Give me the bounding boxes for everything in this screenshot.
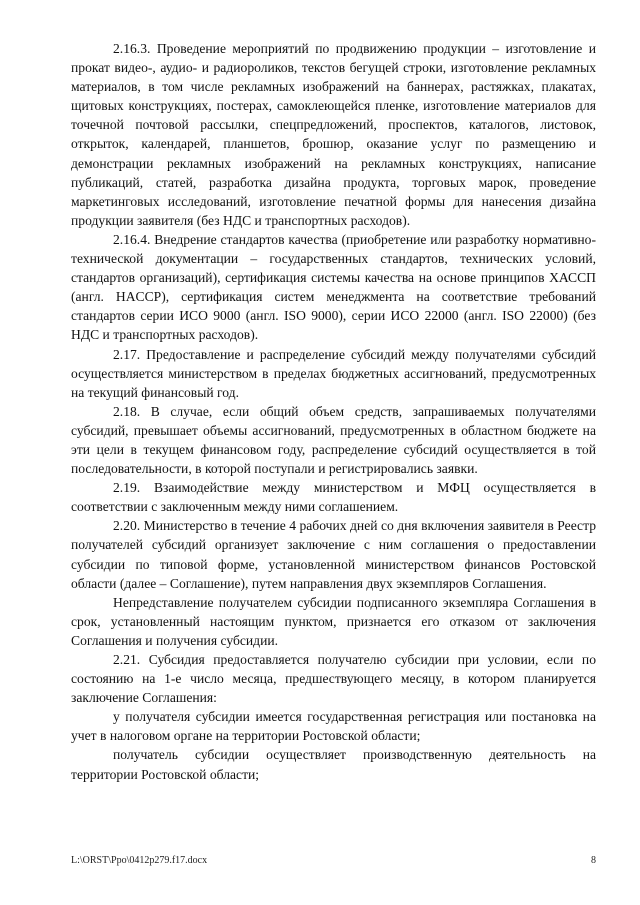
paragraph-2-16-3: 2.16.3. Проведение мероприятий по продвижению продукции – изготовление и прокат видео-, аудио- и радиороликов, текстов бегущей строки, изготовление рекламных материалов, в том числе рекламных изображений на баннерах, растяжках, плакатах, щитовых конструкциях, постерах, самоклеющейся пленке, изготовление материалов для точечной почтовой рассылки, спецпредложений, проспектов, каталогов, листовок, открыток, календарей, планшетов, брошюр, оказание услуг по размещению и демонстрации рекламных изображений на рекламных конструкциях, написание публикаций, статей, разработка дизайна продукта, торговых марок, проведение маркетинговых исследований, изготовление печатной формы для нанесения дизайна продукции заявителя (без НДС и транспортных расходов).: [71, 41, 596, 228]
paragraph-2-20: 2.20. Министерство в течение 4 рабочих дней со дня включения заявителя в Реестр получателей субсидий организует заключение с ним соглашения о предоставлении субсидии по типовой форме, установленной министерством финансов Ростовской области (далее – Соглашение), путем направления двух экземпляров Соглашения.: [71, 518, 596, 591]
paragraph-2-21: 2.21. Субсидия предоставляется получателю субсидии при условии, если по состоянию на 1-е число месяца, предшествующего месяцу, в котором планируется заключение Соглашения:: [71, 652, 596, 706]
footer-file-path: L:\ORST\Ppo\0412p279.f17.docx: [71, 855, 208, 866]
paragraph-2-18: 2.18. В случае, если общий объем средств, запрашиваемых получателями субсидий, превышает объемы ассигнований, предусмотренных в областном бюджете на эти цели в текущем финансовом году, распределение субсидий осуществляется в той последовательности, в которой поступали и регистрировались заявки.: [71, 403, 596, 477]
paragraph-2-16-4: 2.16.4. Внедрение стандартов качества (приобретение или разработку нормативно-технической документации – государственных стандартов, технических условий, стандартов организаций), сертификация системы качества на основе принципов ХАССП (англ. HACCP), сертификация систем менеджмента на соответствие требований стандартов серии ИСО 9000 (англ. ISO 9000), серии ИСО 22000 (англ. ISO 22000) (без НДС и транспортных расходов).: [71, 231, 596, 343]
paragraph-2-21-condition-activity: получатель субсидии осуществляет производственную деятельность на территории Ростовской области;: [71, 747, 596, 782]
page-number: 8: [591, 855, 596, 866]
paragraph-2-21-condition-registration: у получателя субсидии имеется государственная регистрация или постановка на учет в налоговом органе на территории Ростовской области;: [71, 709, 596, 744]
paragraph-2-20-refusal: Непредставление получателем субсидии подписанного экземпляра Соглашения в срок, установленный настоящим пунктом, признается его отказом от заключения Соглашения и получения субсидии.: [71, 594, 596, 648]
paragraph-2-19: 2.19. Взаимодействие между министерством и МФЦ осуществляется в соответствии с заключенным между ними соглашением.: [71, 480, 596, 515]
document-body: [71, 39, 596, 784]
paragraph-2-17: 2.17. Предоставление и распределение субсидий между получателями субсидий осуществляется министерством в пределах бюджетных ассигнований, предусмотренных на текущий финансовый год.: [71, 346, 596, 400]
